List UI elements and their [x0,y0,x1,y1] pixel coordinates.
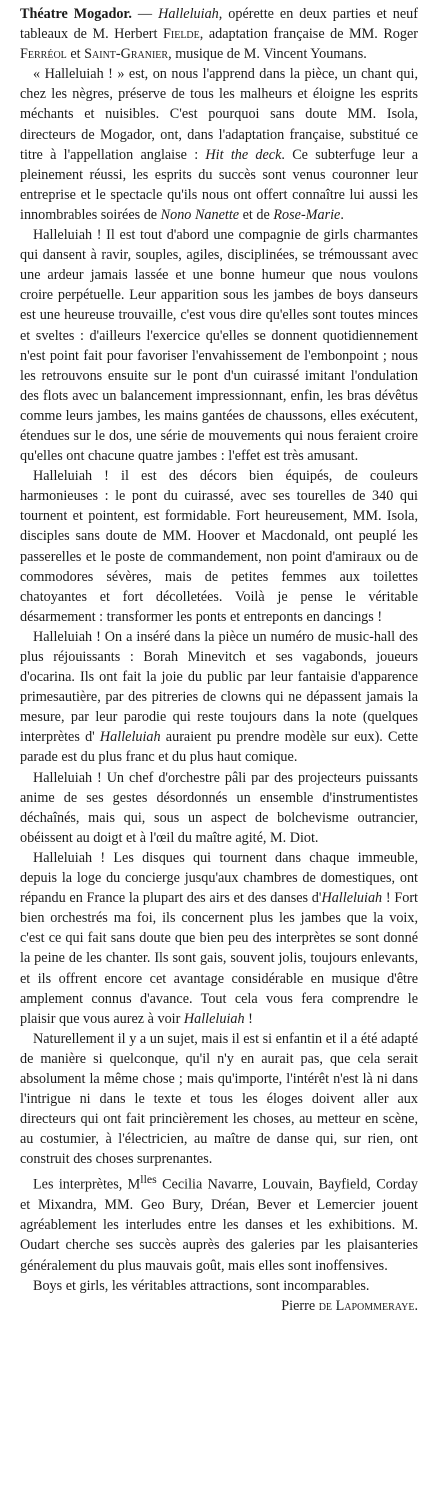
title-dash: — [131,6,159,22]
intro-text: et [66,46,85,63]
adapter-name: Saint-Granier [84,46,169,63]
body-paragraph: Halleluiah ! Il est tout d'abord une compagnie de girls charmantes qui dansent à ravir, souples, agiles, disciplinées, se trémoussant avec une ardeur jamais lassée et une bonne humeur que nous voulons croire perpétuelle. Leur apparition sous les jambes de boys danseurs est une heureuse trouvaille, c'est vous dire qu'elles sont toutes minces et sveltes : d'ailleurs l'exercice qu'elles se donnent quotidiennement n'est point fait pour favoriser l'envahissement de l'embonpoint ; nous les retrouvons ensuite sur le pont d'un cuirassé imitant l'ondulation des flots avec un balancement impressionnant, enfin, les bras dévêtus comme leurs jambes, les mains gantées de chaussons, elles exécutent, étendues sur le dos, une série de mouvements qui nous feraient croire qu'elles ont chacune quatre jambes : l'effet est très amusant. [20,227,418,465]
paragraph-text: Cecilia Navarre, Louvain, Bayfield, Corday et Mixandra, MM. Geo Bury, Dréan, Bever et Lemercier jouent agréablement les interludes entre les danses et les exhibitions. M. Oudart cherche ses succès auprès des galeries par les plaisanteries généralement du plus mauvais goût, mais elles sont inoffensives. [20,1177,418,1274]
adapter-name: Ferréol [20,46,67,63]
body-paragraph [20,848,418,1029]
paragraph-text: Les interprètes, M [33,1177,141,1194]
article-title: Théatre Mogador. [20,6,132,22]
show-title: Halleluiah, [158,6,223,22]
body-paragraph: Naturellement il y a un sujet, mais il est si enfantin et il a été adapté de manière si quelconque, qu'il n'y en aurait pas, que cela serait absolument la même chose ; mais qu'importe, l'intérêt n'est là ni dans l'intrigue ni dans le texte et tous les éloges doivent aller aux directeurs qui ont fait princièrement les choses, au metteur en scène, au costumier, à l'électricien, au maître de danse qui, sur rien, ont construit des choses surprenantes. [20,1030,418,1168]
paragraph-text: et de [239,206,274,223]
italic-title: Halleluiah [99,729,161,746]
italic-title: Halleluiah [183,1010,245,1027]
intro-text: , adaptation française de MM. Roger [199,26,418,43]
body-paragraph [20,1169,418,1275]
paragraph-text: Halleluiah ! Les disques qui tournent dans chaque immeuble, depuis la loge du concierge jusqu'aux chambres de domestiques, ont répandu en France la plupart des airs et des danses d' [20,849,418,907]
superscript: lles [140,1172,157,1187]
body-paragraph [20,64,418,225]
signature-particle: de [318,1297,333,1314]
intro-text: , musique de M. Vincent Youmans. [168,46,367,63]
paragraph-text: « Halleluiah ! » est, on nous l'apprend dans la pièce, un chant qui, chez les nègres, préserve de tous les malheurs et éloigne les esprits méchants et nuisibles. C'est pourquoi sans doute MM. Isola, directeurs de Mogador, ont, dans l'adaptation française, substitué ce titre à l'appellation anglaise : [20,66,418,163]
signature-first-name: Pierre [281,1297,319,1314]
italic-title: Halleluiah [321,890,383,907]
intro-paragraph [20,4,418,64]
paragraph-text: . Ce subterfuge leur a pleinement réussi, les esprits du succès sont venus couronner leur entreprise et le spectacle qu'ils nous ont offert connaître lui aussi les innombrables soirées de [20,146,418,223]
author-name: Fielde [162,26,200,43]
body-paragraph: Halleluiah ! Un chef d'orchestre pâli par des projecteurs puissants anime de ses gestes désordonnés un ensemble d'instrumentistes déchaînés, mais qui, sous un aspect de bolchevisme outrancier, obéissent au doigt et à l'œil du maître agité, M. Diot. [20,769,418,846]
paragraph-text: . [340,206,344,223]
body-paragraph: Boys et girls, les véritables attractions, sont incomparables. [33,1277,370,1294]
paragraph-text: ! [244,1010,253,1027]
body-paragraph: Halleluiah ! il est des décors bien équipés, de couleurs harmonieuses : le pont du cuirassé, avec ses tourelles de 340 qui tournent et pointent, est formidable. Fort heureusement, MM. Isola, disciples sans doute de MM. Hoover et Macdonald, ont peuplé les passerelles et le poste de commandement, non point d'amiraux ou de commodores sévères, mais de petites femmes aux toilettes chatoyantes et fort décolletées. Voilà je pense le véritable désarmement : transformer les ponts et entreponts en dancings ! [20,468,418,625]
body-paragraph [20,627,418,768]
intro-text: opérette en deux parties et neuf tableaux de M. Herbert [20,6,418,43]
paragraph-text: ! Fort bien orchestrés ma foi, ils concernent plus les jambes que la voix, c'est ce qui fait sans doute que bien peu des interprètes se sont donné la peine de les chanter. Ils sont gais, souvent jolis, toujours enlevants, et ils offrent encore cet avantage considérable en musique d'être amplement connus d'avance. Tout cela vous fera comprendre le plaisir que vous aurez à voir [20,890,418,1027]
signature-last-name: Lapommeraye. [332,1297,418,1314]
paragraph-text: Halleluiah ! On a inséré dans la pièce un numéro de music-hall des plus réjouissants : Borah Minevitch et ses vagabonds, joueurs d'ocarina. Ils ont fait la joie du public par leur fantaisie d'apparence primesautière, par des pitreries de clowns qui ne dépassent jamais la mesure, par leur parodie qui reste toujours dans la note (quelques interprètes d' [20,628,418,746]
italic-title: Nono Nanette [160,206,240,223]
italic-title: Rose-Marie [273,206,341,223]
italic-title: Hit the deck [205,146,282,163]
paragraph-text: auraient pu prendre modèle sur eux). Cette parade est du plus franc et du plus haut comique. [20,729,418,766]
signature [20,1296,418,1316]
